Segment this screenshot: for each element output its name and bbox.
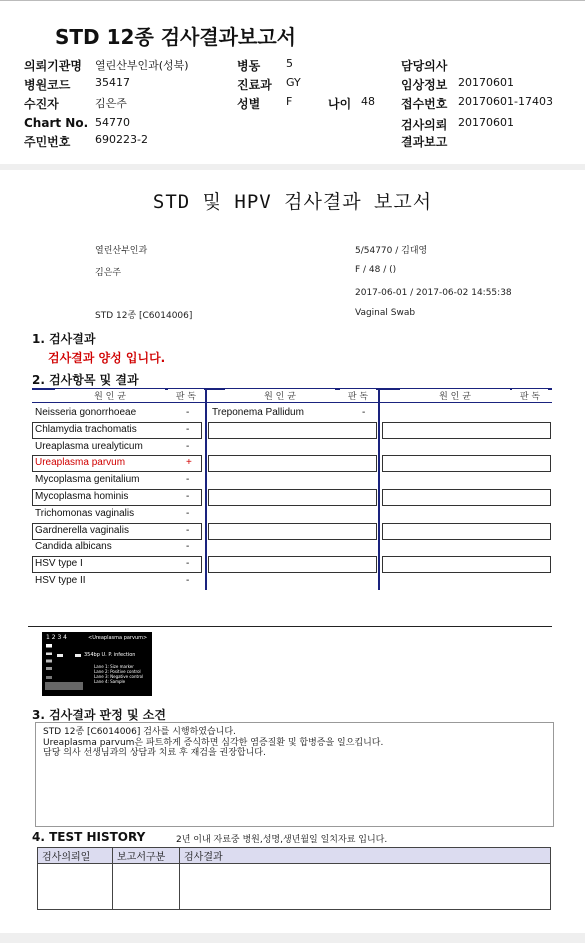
section-2-title: 2. 검사항목 및 결과 xyxy=(32,373,139,387)
document-title: STD 및 HPV 검사결과 보고서 xyxy=(152,191,433,213)
history-table xyxy=(37,847,551,910)
opinion-line: 담당 의사 선생님과의 상담과 치료 후 재검을 권장합니다. xyxy=(43,748,266,758)
empty-result-box xyxy=(208,556,377,573)
field-value-resident-no: 690223-2 xyxy=(95,133,148,146)
organism-result: - xyxy=(186,441,190,452)
history-col-report-type: 보고서구분 xyxy=(113,848,180,864)
gel-band-label: 354bp U. P. infection xyxy=(84,652,136,658)
field-value-request-date: 20170601 xyxy=(458,116,514,129)
report-document xyxy=(0,170,585,933)
sample-band xyxy=(75,654,81,657)
field-value-receipt-no: 20170601-17403 xyxy=(458,95,553,108)
empty-result-box xyxy=(382,489,551,506)
empty-result-box xyxy=(208,523,377,540)
primer-band xyxy=(45,682,83,690)
col-header-organism-2: 원 인 균 xyxy=(225,389,335,402)
column-divider-2 xyxy=(378,388,380,590)
organism-result: - xyxy=(362,407,366,418)
field-label-receipt-no: 접수번호 xyxy=(401,97,448,111)
history-cell xyxy=(113,864,180,910)
history-empty-row xyxy=(38,864,551,910)
info-test-code: STD 12종 [C6014006] xyxy=(95,311,193,321)
organism-name: Ureaplasma urealyticum xyxy=(35,441,143,452)
empty-result-box xyxy=(382,523,551,540)
col-header-organism-1: 원 인 균 xyxy=(55,389,165,402)
gel-title: <Ureaplasma parvum> xyxy=(88,635,148,641)
field-value-department: GY xyxy=(286,76,301,89)
field-label-clinic: 의뢰기관명 xyxy=(24,59,82,73)
column-divider-1 xyxy=(205,388,207,590)
field-label-clinical-info: 임상정보 xyxy=(401,78,448,92)
section-3-title: 3. 검사결과 판정 및 소견 xyxy=(32,708,166,722)
opinion-box xyxy=(35,722,554,827)
gel-legend-line: Lane 4: Sample xyxy=(94,679,126,684)
gel-legend-line: Lane 2: Positive control xyxy=(94,669,141,674)
col-header-result-3: 판 독 xyxy=(512,389,548,402)
history-note: 2년 이내 자료중 병원,성명,생년월일 일치자료 입니다. xyxy=(176,835,388,845)
gel-electrophoresis-image xyxy=(42,632,152,696)
info-code-doctor: 5/54770 / 김대영 xyxy=(355,246,428,256)
organism-result: - xyxy=(186,474,190,485)
organism-result: - xyxy=(186,541,190,552)
field-value-patient: 김은주 xyxy=(95,97,127,110)
organism-result: - xyxy=(186,491,190,502)
positive-band xyxy=(57,654,63,657)
section-4-title: 4. TEST HISTORY xyxy=(32,830,146,844)
organism-name: HSV type I xyxy=(35,558,83,569)
field-label-hospital-code: 병원코드 xyxy=(24,78,71,92)
empty-result-box xyxy=(382,455,551,472)
gel-legend-line: Lane 3: Negative control xyxy=(94,674,144,679)
col-header-result-2: 판 독 xyxy=(340,389,376,402)
organism-name: Chlamydia trachomatis xyxy=(35,424,137,435)
info-clinic: 열린산부인과 xyxy=(95,246,148,256)
field-label-request-date: 검사의뢰 xyxy=(401,118,448,132)
field-label-age: 나이 xyxy=(328,97,352,111)
info-patient: 김은주 xyxy=(95,268,122,278)
field-label-ward: 병동 xyxy=(237,59,261,73)
organism-result: + xyxy=(186,457,192,468)
info-sex-age: F / 48 / () xyxy=(355,265,397,275)
opinion-line: STD 12종 [C6014006] 검사를 시행하였습니다. xyxy=(43,727,236,737)
info-dates: 2017-06-01 / 2017-06-02 14:55:38 xyxy=(355,288,512,298)
positive-result-text: 검사결과 양성 입니다. xyxy=(48,351,166,365)
divider-line xyxy=(28,626,552,627)
organism-name: Trichomonas vaginalis xyxy=(35,508,135,519)
organism-name: Mycoplasma hominis xyxy=(35,491,129,502)
field-value-sex: F xyxy=(286,95,293,108)
field-value-clinic: 열린산부인과(성북) xyxy=(95,59,189,72)
empty-result-box xyxy=(208,489,377,506)
section-1-title: 1. 검사결과 xyxy=(32,332,96,346)
col-header-result-1: 판 독 xyxy=(168,389,204,402)
organism-result: - xyxy=(186,525,190,536)
empty-result-box xyxy=(208,422,377,439)
organism-name: Neisseria gonorrhoeae xyxy=(35,407,137,418)
field-label-sex: 성별 xyxy=(237,97,261,111)
gel-lane-numbers: 1 2 3 4 xyxy=(46,634,67,641)
opinion-text xyxy=(43,727,383,759)
empty-result-box xyxy=(382,556,551,573)
field-label-chart-no: Chart No. xyxy=(24,116,89,130)
organism-result: - xyxy=(186,407,190,418)
organism-name: HSV type II xyxy=(35,575,86,586)
field-value-hospital-code: 35417 xyxy=(95,76,130,89)
organism-result: - xyxy=(186,508,190,519)
page-title: STD 12종 검사결과보고서 xyxy=(55,25,296,49)
empty-result-box xyxy=(208,455,377,472)
field-value-chart-no: 54770 xyxy=(95,116,130,129)
organism-name: Candida albicans xyxy=(35,541,112,552)
organism-result: - xyxy=(186,558,190,569)
field-label-doctor: 담당의사 xyxy=(401,59,448,73)
field-value-age: 48 xyxy=(361,95,375,108)
field-value-ward: 5 xyxy=(286,57,293,70)
organism-name: Treponema Pallidum xyxy=(212,407,304,418)
organism-result: - xyxy=(186,575,190,586)
field-label-resident-no: 주민번호 xyxy=(24,135,71,149)
field-label-patient: 수진자 xyxy=(24,97,59,111)
organism-name: Ureaplasma parvum xyxy=(35,457,126,468)
organism-name: Gardnerella vaginalis xyxy=(35,525,129,536)
history-header-row xyxy=(38,848,551,864)
col-header-organism-3: 원 인 균 xyxy=(400,389,510,402)
gel-legend xyxy=(94,664,143,684)
organism-result: - xyxy=(186,424,190,435)
info-specimen: Vaginal Swab xyxy=(355,308,416,318)
field-value-clinical-info: 20170601 xyxy=(458,76,514,89)
gel-legend-line: Lane 1: Size marker xyxy=(94,664,134,669)
empty-result-box xyxy=(382,422,551,439)
field-label-report: 결과보고 xyxy=(401,135,448,149)
history-col-request-date: 검사의뢰일 xyxy=(38,848,113,864)
report-header xyxy=(0,0,585,164)
history-col-result: 검사결과 xyxy=(180,848,551,864)
history-cell xyxy=(180,864,551,910)
organism-name: Mycoplasma genitalium xyxy=(35,474,140,485)
opinion-line: Ureaplasma parvum은 파트하게 증식하면 심각한 염증질환 및 합병증을 일으킵니다. xyxy=(43,737,384,748)
field-label-department: 진료과 xyxy=(237,78,272,92)
history-cell xyxy=(38,864,113,910)
